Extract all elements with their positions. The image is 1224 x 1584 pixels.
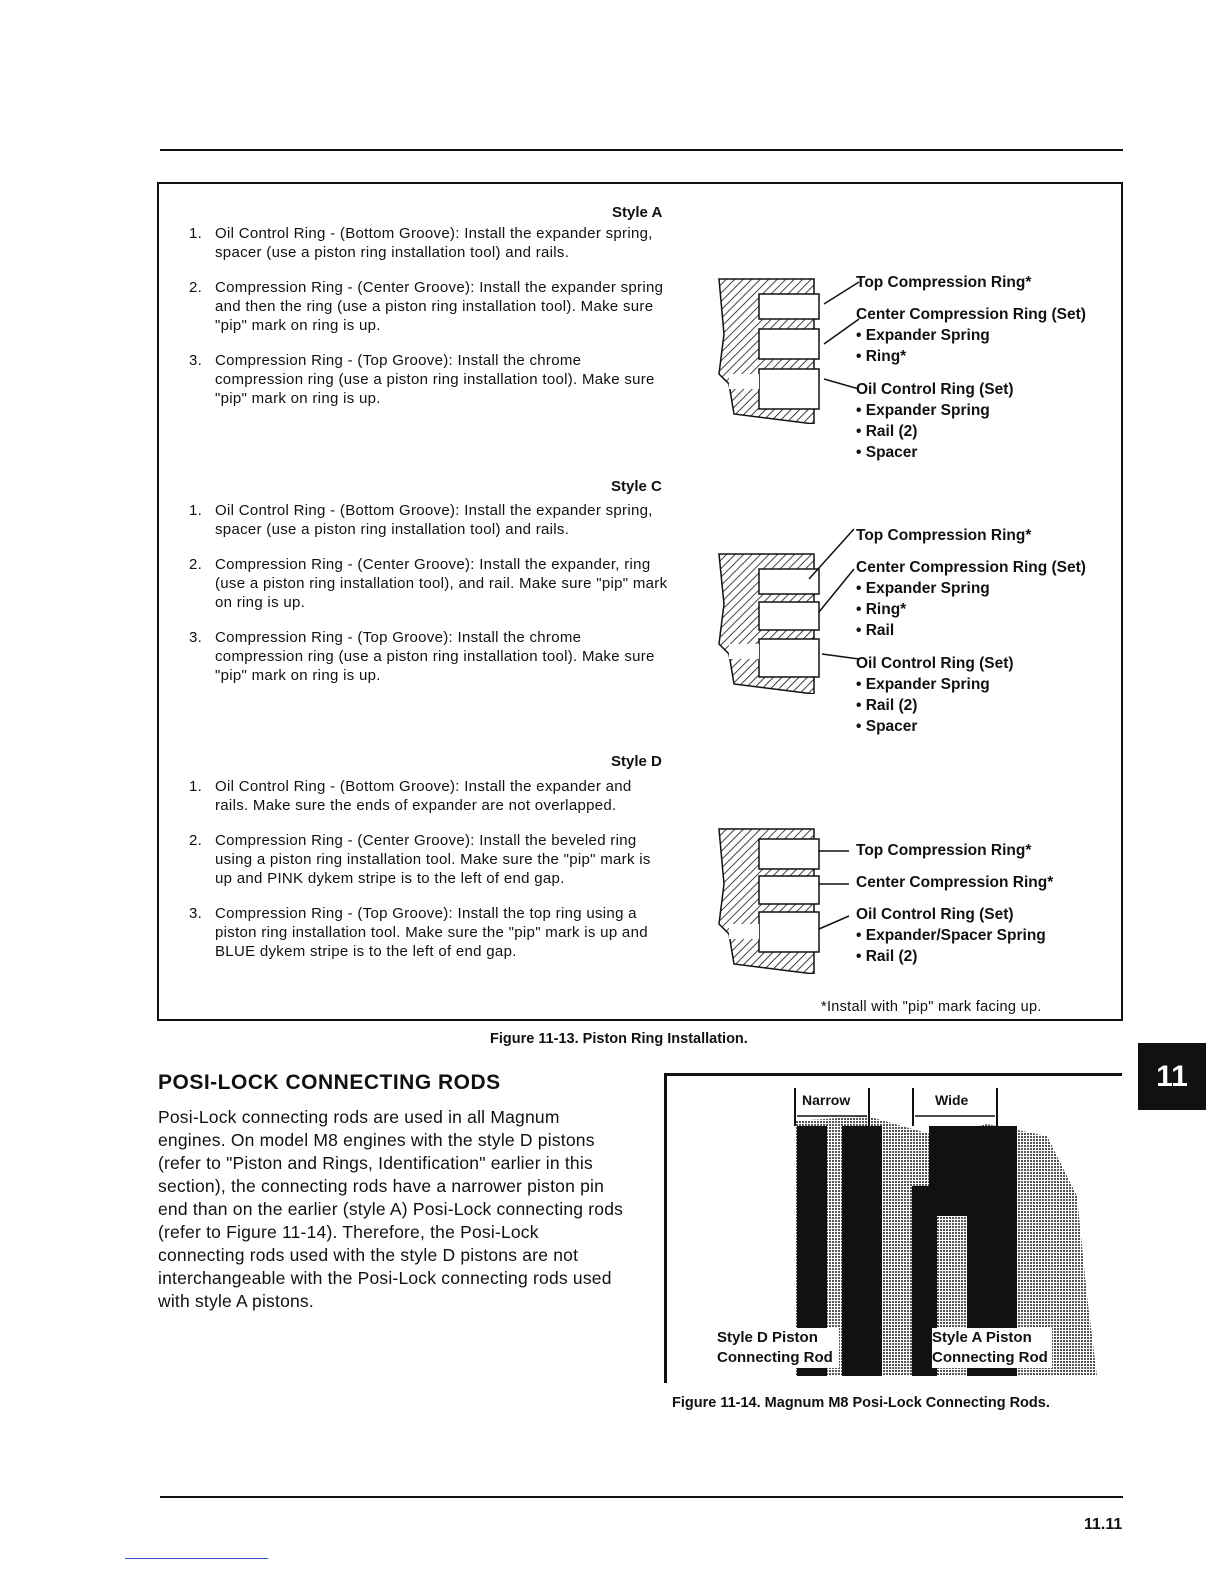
bottom-rule [160, 1496, 1123, 1498]
chapter-tab: 11 [1138, 1043, 1206, 1110]
style-a-steps [189, 224, 669, 424]
step: 2. Compression Ring - (Center Groove): Install the beveled ring using a piston ring installation tool. Make sure the "pip" mark is up and PINK dykem stripe is to the left of end gap. [189, 832, 651, 887]
page-number: 11.11 [1084, 1516, 1123, 1533]
step: 1. Oil Control Ring - (Bottom Groove): Install the expander spring, spacer (use a piston ring installation tool) and rails. [189, 502, 653, 538]
style-d-rod-label: Style D Piston Connecting Rod [717, 1328, 839, 1368]
step: 1. Oil Control Ring - (Bottom Groove): Install the expander spring, spacer (use a piston ring installation tool) and rails. [189, 225, 653, 261]
section-heading: POSI-LOCK CONNECTING RODS [158, 1071, 501, 1094]
figure-11-13-caption: Figure 11-13. Piston Ring Installation. [490, 1031, 748, 1047]
style-a-rod-label: Style A Piston Connecting Rod [932, 1328, 1052, 1368]
footer-line [125, 1558, 268, 1559]
step: 1. Oil Control Ring - (Bottom Groove): Install the expander and rails. Make sure the ends of expander are not overlapped. [189, 778, 632, 814]
step: 3. Compression Ring - (Top Groove): Install the chrome compression ring (use a piston ring installation tool). Make sure "pip" mark on ring is up. [189, 629, 655, 684]
style-d-steps [189, 777, 669, 977]
step: 3. Compression Ring - (Top Groove): Install the top ring using a piston ring installation tool. Make sure the "pip" mark is up and BLUE dykem stripe is to the left of end gap. [189, 905, 648, 960]
style-c-labels: Top Compression Ring* Center Compression Ring (Set) • Expander Spring • Ring* • Rail Oil Control Ring (Set) • Expander Spring • Rail (2) • Spacer [856, 527, 1086, 735]
style-c-ring-diagram [714, 524, 864, 694]
step: 3. Compression Ring - (Top Groove): Install the chrome compression ring (use a piston ring installation tool). Make sure "pip" mark on ring is up. [189, 352, 655, 407]
figure-11-14-caption: Figure 11-14. Magnum M8 Posi-Lock Connecting Rods. [672, 1395, 1050, 1411]
narrow-label: Narrow [802, 1092, 851, 1108]
step: 2. Compression Ring - (Center Groove): Install the expander spring and then the ring (use a piston ring installation tool). Make sure "pip" mark on ring is up. [189, 279, 664, 334]
step: 2. Compression Ring - (Center Groove): Install the expander, ring (use a piston ring installation tool), and rail. Make sure "pip" mark on ring is up. [189, 556, 668, 611]
footnote: *Install with "pip" mark facing up. [821, 999, 1042, 1015]
wide-label: Wide [935, 1092, 969, 1108]
style-a-labels: Top Compression Ring* Center Compression Ring (Set) • Expander Spring • Ring* Oil Control Ring (Set) • Expander Spring • Rail (2) • Spacer [856, 274, 1086, 461]
style-d-labels: Top Compression Ring* Center Compression Ring* Oil Control Ring (Set) • Expander/Spacer Spring • Rail (2) [856, 842, 1054, 965]
figure-11-14-photo [664, 1073, 1122, 1383]
style-a-title: Style A [612, 204, 663, 221]
style-d-title: Style D [611, 753, 662, 770]
section-body: Posi-Lock connecting rods are used in all Magnum engines. On model M8 engines with the style D pistons (refer to "Piston and Rings, Identification" earlier in this section), the connecting rods have a narrower piston pin end than on the earlier (style A) Posi-Lock connecting rods (refer to Figure 11-14). Therefore, the Posi-Lock connecting rods used with the style D pistons are not interchangeable with the Posi-Lock connecting rods used with style A pistons. [158, 1107, 624, 1311]
style-a-ring-diagram [714, 274, 864, 424]
top-rule [160, 149, 1123, 151]
style-d-ring-diagram [714, 824, 864, 974]
figure-11-13 [157, 182, 1123, 1021]
style-c-steps [189, 501, 669, 701]
style-c-title: Style C [611, 478, 662, 495]
